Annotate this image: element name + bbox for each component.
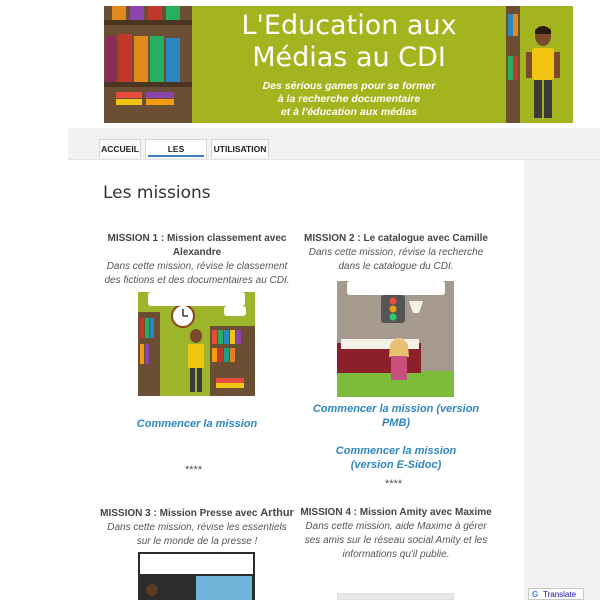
- banner-title-line1: L'Education aux: [241, 10, 457, 41]
- mission-1-actions: [104, 417, 290, 431]
- translate-button[interactable]: [528, 588, 584, 600]
- main-navigation: [68, 128, 600, 160]
- mission-3: [100, 506, 294, 549]
- mission-3-title: [100, 506, 294, 521]
- mission-1-description: Dans cette mission, révise le classement des fictions et des documentaires au CDI.: [104, 261, 290, 286]
- right-sidebar: [524, 160, 600, 600]
- mission-4-illustration: [337, 593, 454, 600]
- mission-4: [300, 506, 492, 562]
- mission-2-start-pmb-link[interactable]: Commencer la mission (version PMB): [312, 403, 480, 429]
- mission-4-description: Dans cette mission, aide Maxime à gérer ses amis sur le réseau social Amity et les informations qu'il publie.: [304, 521, 488, 560]
- site-banner: [104, 6, 573, 123]
- banner-subtitle-line1: Des sérious games pour se former: [262, 80, 436, 92]
- mission-1-start-link[interactable]: Commencer la mission: [136, 418, 258, 430]
- tab-les-missions[interactable]: LES: [145, 139, 207, 158]
- tab-accueil[interactable]: ACCUEIL: [99, 139, 141, 158]
- banner-title-line2: Médias au CDI: [252, 42, 446, 73]
- separator: ****: [385, 478, 403, 490]
- bookshelf-illustration: [104, 6, 192, 123]
- google-icon: G: [532, 590, 539, 599]
- banner-subtitle: [194, 80, 504, 119]
- mission-2-start-esidoc-link[interactable]: Commencer la mission (version E-Sidoc): [335, 445, 457, 471]
- mission-3-title-name: Arthur: [260, 507, 294, 519]
- mission-3-title-prefix: MISSION 3 : Mission Presse avec: [100, 508, 261, 519]
- mission-1: [104, 232, 290, 288]
- tab-utilisation[interactable]: UTILISATION: [211, 139, 269, 158]
- mission-4-title: MISSION 4 : Mission Amity avec Maxime: [300, 507, 492, 518]
- mission-1-illustration: [138, 292, 255, 396]
- mission-2-actions: [298, 402, 494, 472]
- banner-subtitle-line3: et à l'éducation aux médias: [280, 106, 418, 118]
- banner-subtitle-line2: à la recherche documentaire: [277, 93, 421, 105]
- mission-2-title: MISSION 2 : Le catalogue avec Camille: [304, 233, 488, 244]
- translate-label: Translate: [543, 590, 577, 599]
- student-character-illustration: [518, 22, 568, 122]
- mission-3-illustration: [138, 552, 255, 600]
- mission-3-description: Dans cette mission, révise les essentiels sur le monde de la presse !: [107, 522, 287, 547]
- page-title: Les missions: [103, 183, 211, 203]
- mission-2-illustration: [337, 281, 454, 397]
- mission-2-description: Dans cette mission, révise la recherche dans le catalogue du CDI.: [308, 247, 484, 272]
- banner-title: [194, 10, 504, 74]
- separator: ****: [185, 464, 203, 476]
- mission-2: [302, 232, 490, 274]
- mission-1-title: MISSION 1 : Mission classement avec Alexandre: [107, 233, 287, 258]
